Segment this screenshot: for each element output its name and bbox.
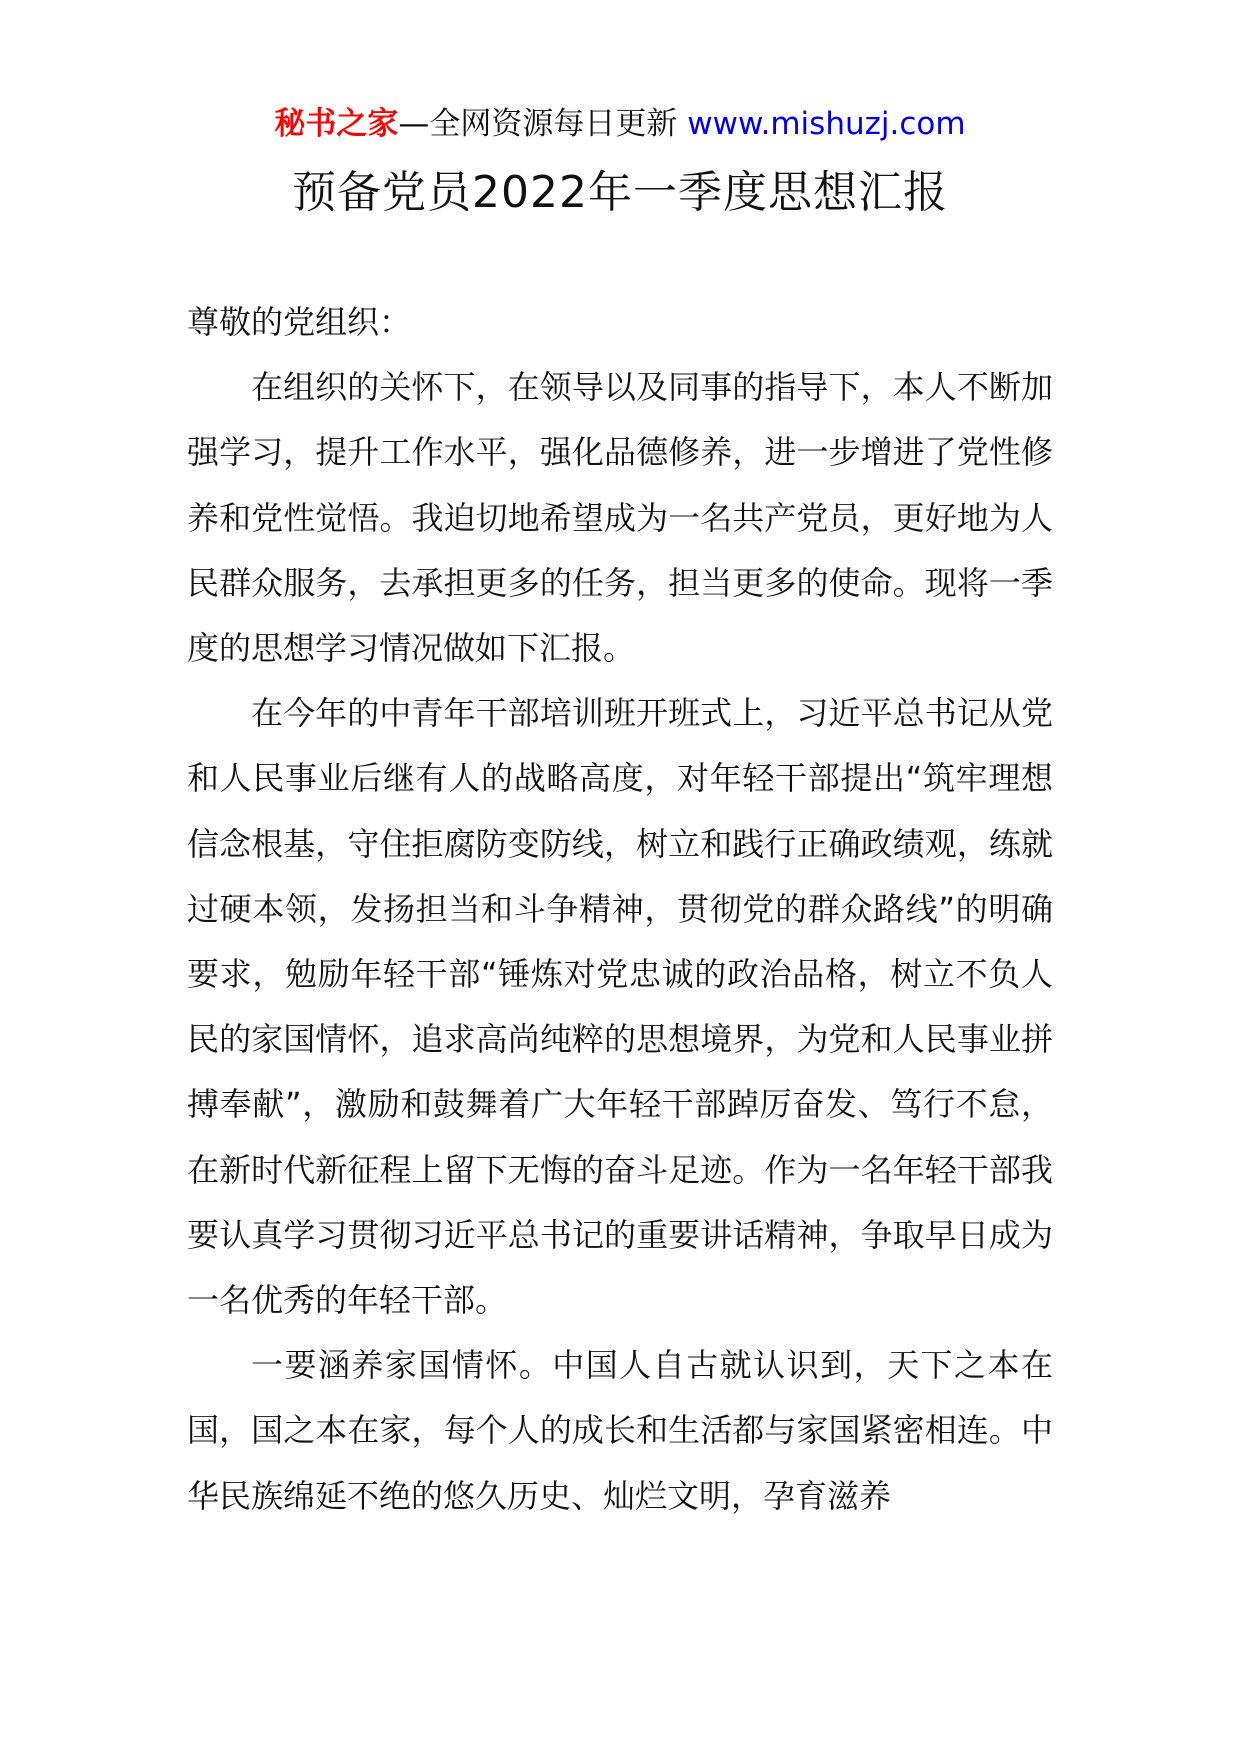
salutation: 尊敬的党组织：: [187, 303, 412, 341]
site-tagline: —全网资源每日更新: [398, 106, 678, 142]
site-url-link[interactable]: www.mishuzj.com: [687, 106, 966, 142]
site-header: [0, 102, 1240, 146]
document-title: 预备党员2022年一季度思想汇报: [292, 167, 948, 218]
body-paragraph-1: 在组织的关怀下，在领导以及同事的指导下，本人不断加强学习，提升工作水平，强化品德修养，进一步增进了党性修养和党性觉悟。我迫切地希望成为一名共产党员，更好地为人民群众服务，去承担更多的任务，担当更多的使命。现将一季度的思想学习情况做如下汇报。: [187, 368, 1053, 668]
body-paragraph-2: 在今年的中青年干部培训班开班式上，习近平总书记从党和人民事业后继有人的战略高度，对年轻干部提出“筑牢理想信念根基，守住拒腐防变防线，树立和践行正确政绩观，练就过硬本领，发扬担当和斗争精神，贯彻党的群众路线”的明确要求，勉励年轻干部“锤炼对党忠诚的政治品格，树立不负人民的家国情怀，追求高尚纯粹的思想境界，为党和人民事业拼搏奉献”，激励和鼓舞着广大年轻干部踔厉奋发、笃行不怠，在新时代新征程上留下无悔的奋斗足迹。作为一名年轻干部我要认真学习贯彻习近平总书记的重要讲话精神，争取早日成为一名优秀的年轻干部。: [187, 694, 1053, 1320]
site-brand: 秘书之家: [274, 106, 399, 142]
body-paragraph-3: 一要涵养家国情怀。中国人自古就认识到，天下之本在国，国之本在家，每个人的成长和生活都与家国紧密相连。中华民族绵延不绝的悠久历史、灿烂文明，孕育滋养: [187, 1346, 1053, 1515]
document-body: [187, 290, 1053, 1529]
